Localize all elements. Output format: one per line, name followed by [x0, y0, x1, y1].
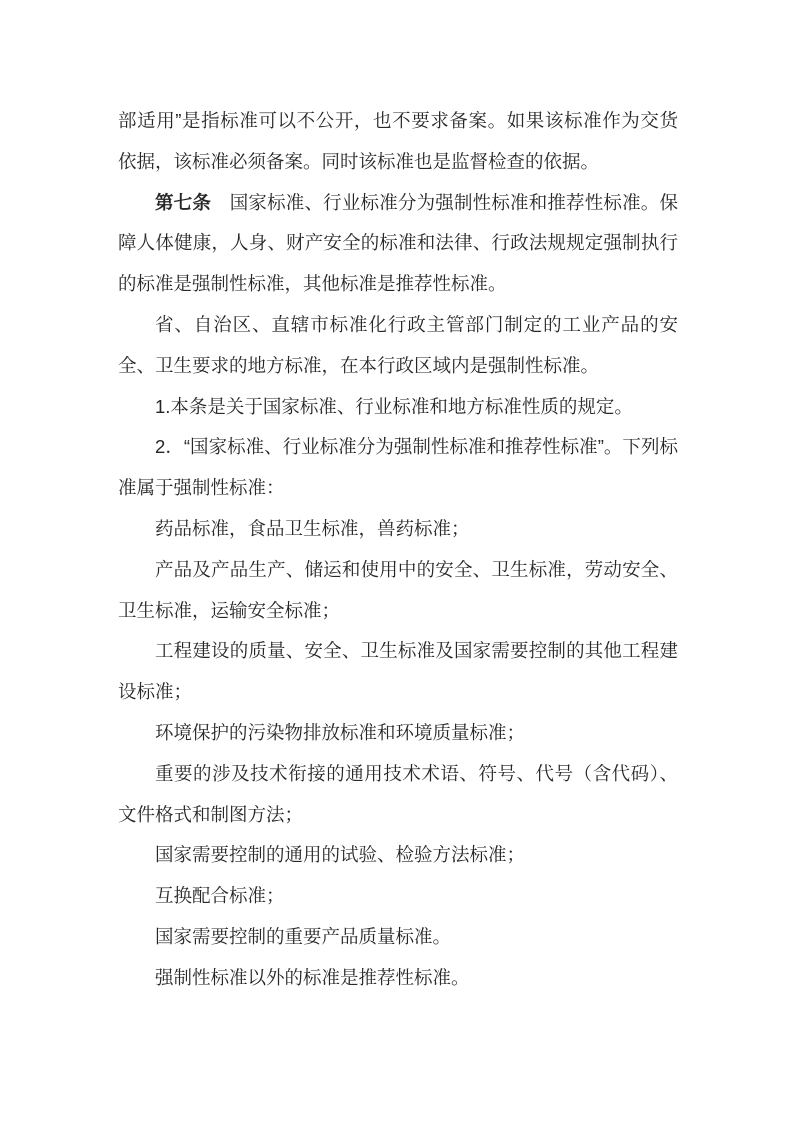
- paragraph-note-2: 2．“国家标准、行业标准分为强制性标准和推荐性标准”。下列标准属于强制性标准：: [118, 436, 678, 499]
- article-number-label: 第七条: [155, 191, 212, 213]
- list-item-paragraph: 工程建设的质量、安全、卫生标准及国家需要控制的其他工程建设标准；: [118, 640, 678, 703]
- list-item-paragraph: 国家需要控制的通用的试验、检验方法标准；: [155, 844, 526, 866]
- list-item-paragraph: 环境保护的污染物排放标准和环境质量标准；: [155, 721, 526, 743]
- article-body-text: 国家标准、行业标准分为强制性标准和推荐性标准。保障人体健康，人身、财产安全的标准和法律、行政法规规定强制执行的标准是强制性标准，其他标准是推荐性标准。: [118, 191, 678, 295]
- list-item-paragraph: 国家需要控制的重要产品质量标准。: [155, 925, 452, 947]
- paragraph-article-7: [118, 183, 678, 305]
- paragraph-note-1: 1.本条是关于国家标准、行业标准和地方标准性质的规定。: [155, 395, 633, 417]
- list-item-paragraph: 重要的涉及技术衔接的通用技术术语、符号、代号（含代码）、文件格式和制图方法；: [118, 762, 678, 825]
- list-item-paragraph: 药品标准，食品卫生标准，兽药标准；: [155, 517, 470, 539]
- paragraph-closing: 强制性标准以外的标准是推荐性标准。: [155, 966, 470, 988]
- paragraph-continuation: 部适用”是指标准可以不公开，也不要求备案。如果该标准作为交货依据，该标准必须备案。同时该标准也是监督检查的依据。: [118, 110, 678, 172]
- paragraph: 省、自治区、直辖市标准化行政主管部门制定的工业产品的安全、卫生要求的地方标准，在本行政区域内是强制性标准。: [118, 313, 678, 376]
- list-item-paragraph: 产品及产品生产、储运和使用中的安全、卫生标准，劳动安全、卫生标准，运输安全标准；: [118, 558, 678, 621]
- list-item-paragraph: 互换配合标准；: [155, 885, 285, 907]
- document-body: [118, 101, 678, 999]
